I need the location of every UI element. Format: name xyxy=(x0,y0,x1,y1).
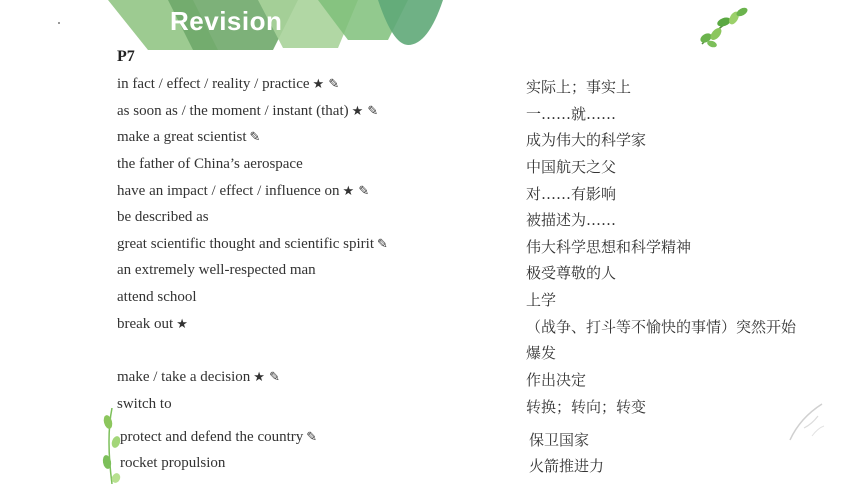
english-phrase: switch to xyxy=(117,396,172,412)
chinese-meaning: 中国航天之父 xyxy=(526,158,617,176)
english-phrase: attend school xyxy=(117,289,197,305)
vocab-row xyxy=(0,262,860,288)
vocab-row xyxy=(0,129,860,155)
importance-mark: ★ ✎ xyxy=(351,104,379,119)
english-phrase: in fact / effect / reality / practice ★ ✎ xyxy=(117,76,340,92)
vocab-row xyxy=(0,236,860,262)
chinese-meaning: 成为伟大的科学家 xyxy=(526,131,647,149)
chinese-meaning: 转换；转向；转变 xyxy=(526,398,647,416)
importance-mark: ★ ✎ xyxy=(253,370,280,385)
importance-mark: ✎ xyxy=(306,430,318,445)
chinese-meaning: 实际上；事实上 xyxy=(526,78,632,96)
page-label: P7 xyxy=(117,48,135,65)
english-phrase: break out ★ xyxy=(117,316,188,332)
vocab-row xyxy=(0,76,860,102)
english-phrase: the father of China’s aerospace xyxy=(117,156,303,172)
vocab-row xyxy=(0,455,860,481)
vocab-row xyxy=(0,103,860,129)
chinese-meaning: 上学 xyxy=(526,291,557,309)
vocab-row xyxy=(0,396,860,422)
vocab-row xyxy=(0,289,860,315)
chinese-meaning: 对……有影响 xyxy=(526,185,617,203)
vocab-row xyxy=(0,429,860,455)
english-phrase: make / take a decision ★ ✎ xyxy=(117,369,280,385)
chinese-meaning: 伟大科学思想和科学精神 xyxy=(526,238,692,256)
speck xyxy=(58,22,60,24)
vocab-row xyxy=(0,183,860,209)
english-phrase: great scientific thought and scientific spirit ✎ xyxy=(117,236,388,252)
chinese-meaning: 极受尊敬的人 xyxy=(526,264,617,282)
english-phrase: have an impact / effect / influence on ★ ✎ xyxy=(117,183,370,199)
chinese-meaning: 火箭推进力 xyxy=(529,457,605,475)
importance-mark: ✎ xyxy=(377,237,388,252)
chinese-meaning: 作出决定 xyxy=(526,371,587,389)
importance-mark: ✎ xyxy=(249,130,261,145)
importance-mark: ★ xyxy=(176,317,188,332)
english-phrase: be described as xyxy=(117,209,209,225)
english-phrase: an extremely well-respected man xyxy=(117,262,316,278)
leaf-decoration-icon xyxy=(696,4,754,48)
importance-mark: ★ ✎ xyxy=(342,184,370,199)
english-phrase: rocket propulsion xyxy=(120,455,226,471)
vocab-row xyxy=(0,156,860,182)
vocab-row xyxy=(0,316,860,342)
chinese-meaning-continued: 爆发 xyxy=(526,344,557,362)
chinese-meaning: 一……就…… xyxy=(526,105,617,123)
english-phrase: as soon as / the moment / instant (that) ★ ✎ xyxy=(117,103,379,119)
chinese-meaning: 被描述为…… xyxy=(526,211,617,229)
header-title: Revision xyxy=(170,6,283,36)
vocab-row xyxy=(0,369,860,395)
chinese-meaning: 保卫国家 xyxy=(529,431,590,449)
importance-mark: ★ ✎ xyxy=(312,77,340,92)
vocab-row xyxy=(0,209,860,235)
english-phrase: make a great scientist ✎ xyxy=(117,129,261,145)
english-phrase: protect and defend the country ✎ xyxy=(120,429,318,445)
chinese-meaning: （战争、打斗等不愉快的事情）突然开始 xyxy=(526,318,797,336)
